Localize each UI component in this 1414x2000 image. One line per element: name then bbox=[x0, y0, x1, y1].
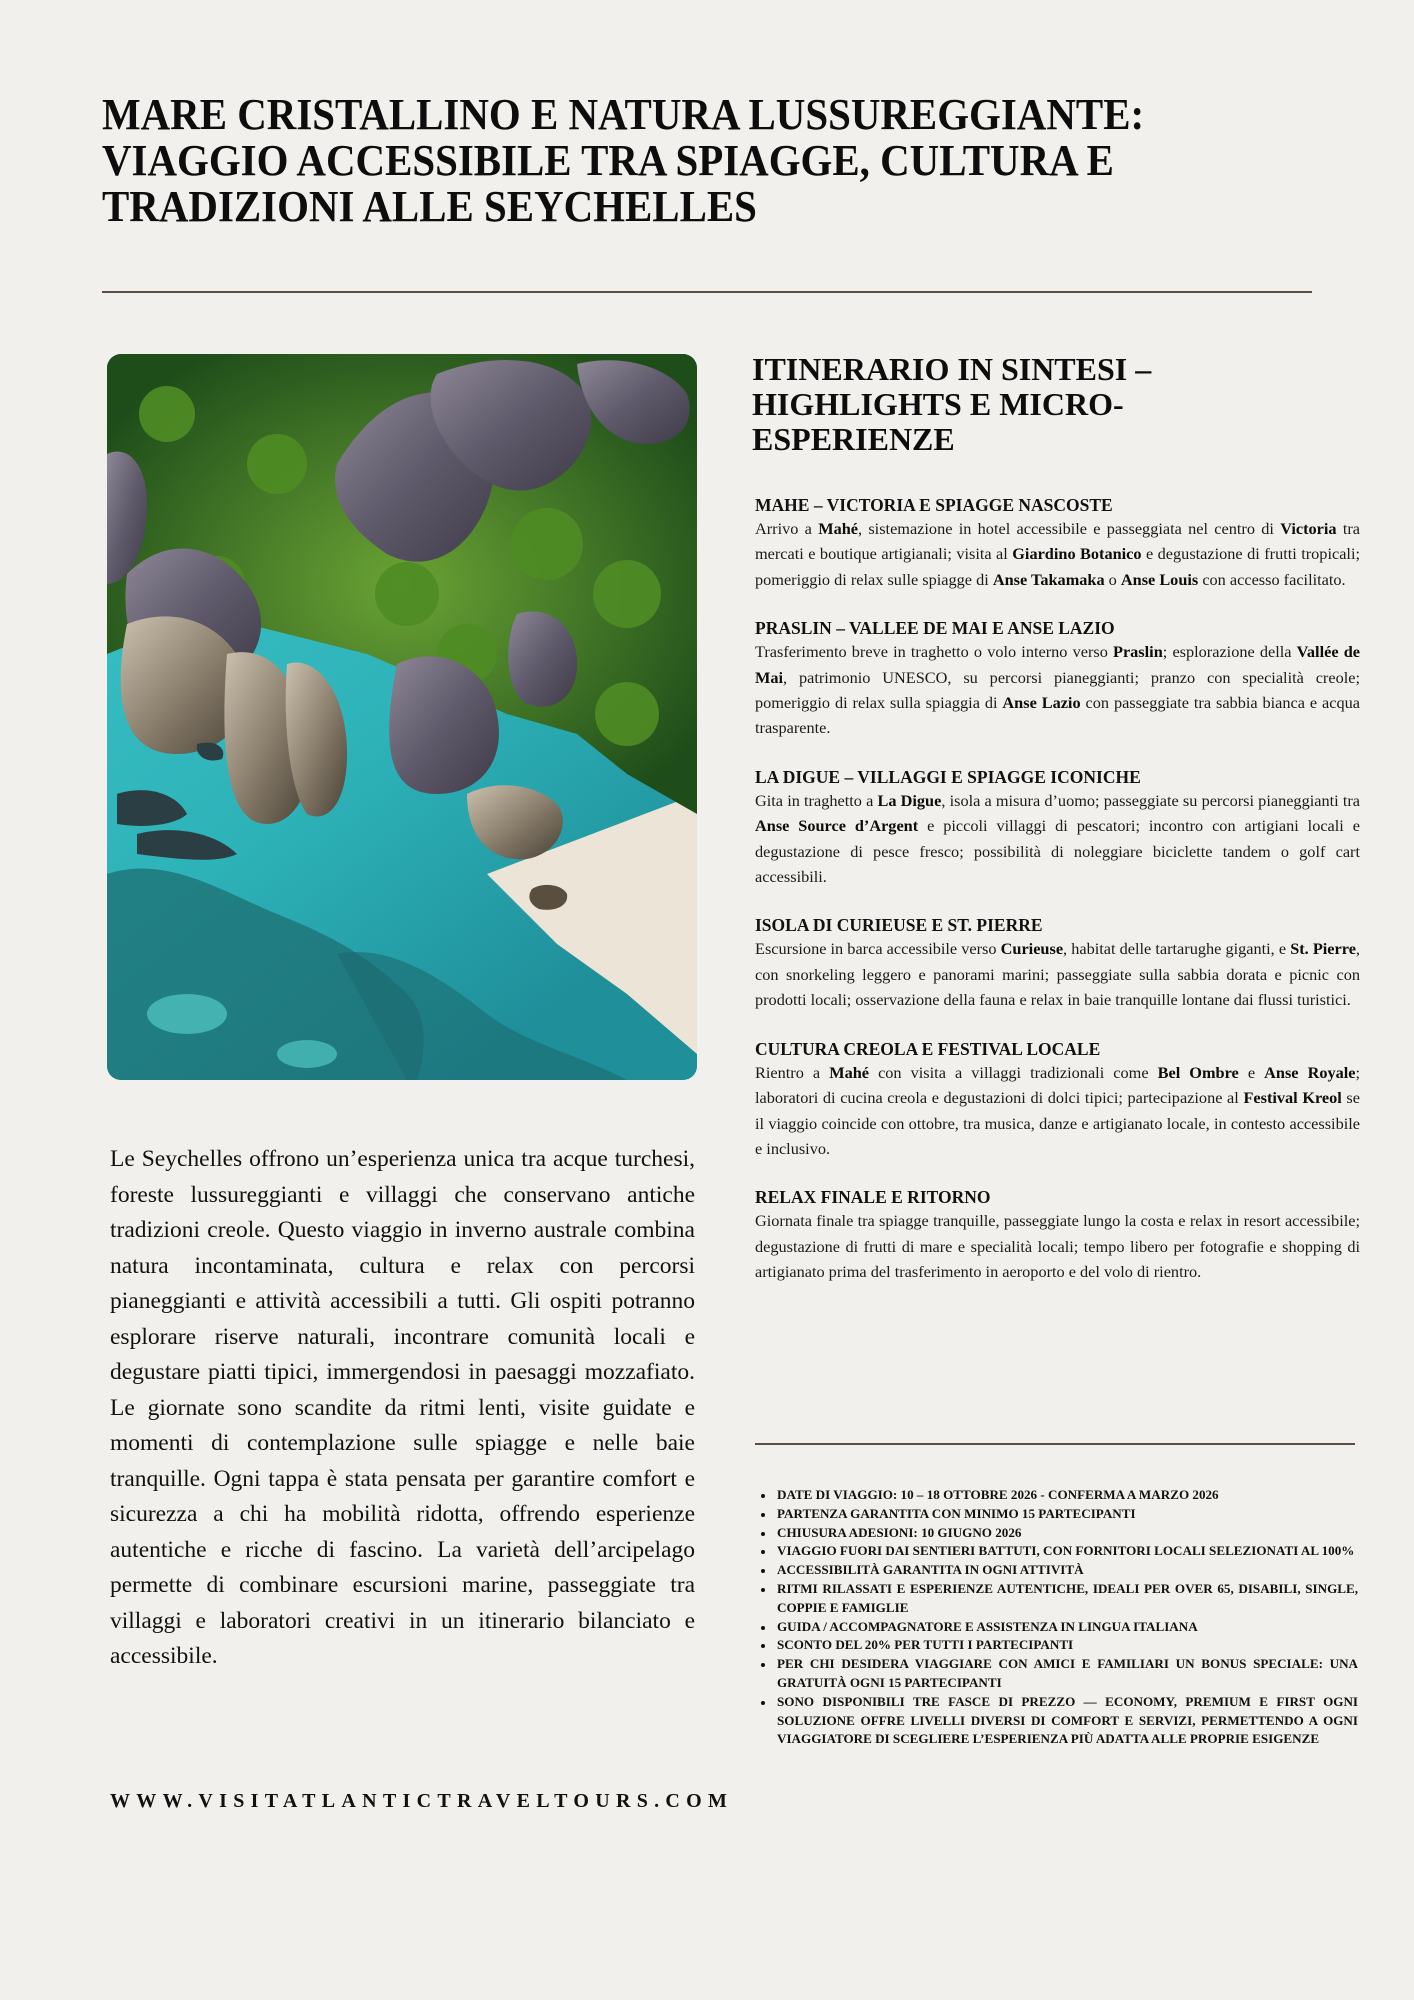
stop-title: LA DIGUE – VILLAGGI E SPIAGGE ICONICHE bbox=[755, 766, 1141, 787]
fact-group-bonus: PER CHI DESIDERA VIAGGIARE CON AMICI E FAMILIARI UN BONUS SPECIALE: UNA GRATUITÀ OGNI 15 PARTECIPANTI bbox=[760, 1655, 1358, 1693]
fact-italian-guide: GUIDA / ACCOMPAGNATORE E ASSISTENZA IN LINGUA ITALIANA bbox=[760, 1618, 1358, 1637]
trip-facts-list bbox=[760, 1486, 1358, 1749]
hero-image bbox=[107, 354, 697, 1080]
stop-description: Arrivo a Mahé, sistemazione in hotel accessibile e passeggiata nel centro di Victoria tra mercati e boutique artigianali; visita al Giardino Botanico e degustazione di frutti tropicali; pomeriggio di relax sulle spiagge di Anse Takamaka o Anse Louis con accesso facilitato. bbox=[755, 519, 1360, 589]
highlight-place: Anse Louis bbox=[1120, 569, 1199, 589]
stop-title: ISOLA DI CURIEUSE E ST. PIERRE bbox=[755, 915, 1043, 936]
highlight-place: Vallée de Mai bbox=[755, 642, 1360, 687]
photo-landscape-icon bbox=[107, 354, 697, 1080]
highlight-place: Praslin bbox=[1113, 642, 1163, 662]
itinerary-stop-mahe bbox=[755, 494, 1360, 592]
highlight-place: Anse Lazio bbox=[1002, 693, 1081, 713]
fact-target-travelers: RITMI RILASSATI E ESPERIENZE AUTENTICHE, IDEALI PER OVER 65, DISABILI, SINGLE, COPPIE E FAMIGLIE bbox=[760, 1580, 1358, 1618]
intro-paragraph: Le Seychelles offrono un’esperienza unica tra acque turchesi, foreste lussureggianti e villaggi che conservano antiche tradizioni creole. Questo viaggio in inverno australe combina natura incontaminata, cultura e relax con percorsi pianeggianti e attività accessibili a tutti. Gli ospiti potranno esplorare riserve naturali, incontrare comunità locali e degustare piatti tipici, immergendosi in paesaggi mozzafiato. Le giornate sono scandite da ritmi lenti, visite guidate e momenti di contemplazione sulle spiagge e nelle baie tranquille. Ogni tappa è stata pensata per garantire comfort e sicurezza a chi ha mobilità ridotta, offrendo esperienze autentiche e ricche di fascino. La varietà dell’arcipelago permette di combinare escursioni marine, passeggiate tra villaggi e laboratori creativi in un itinerario bilanciato e accessibile. bbox=[110, 1146, 695, 1669]
stop-description: Giornata finale tra spiagge tranquille, passeggiate lungo la costa e relax in resort accessibile; degustazione di frutti di mare e specialità locali; tempo libero per fotografie e shopping di artigianato prima del trasferimento in aeroporto e del volo di rientro. bbox=[755, 1211, 1360, 1282]
stop-title: CULTURA CREOLA E FESTIVAL LOCALE bbox=[755, 1038, 1101, 1059]
stop-description: Trasferimento breve in traghetto o volo interno verso Praslin; esplorazione della Vallée de Mai, patrimonio UNESCO, su percorsi pianeggianti; pranzo con specialità creole; pomeriggio di relax sulla spiaggia di Anse Lazio con passeggiate tra sabbia bianca e acqua trasparente. bbox=[755, 642, 1360, 738]
fact-local-suppliers: VIAGGIO FUORI DAI SENTIERI BATTUTI, CON FORNITORI LOCALI SELEZIONATI AL 100% bbox=[760, 1542, 1358, 1561]
website-link[interactable]: WWW.VISITATLANTICTRAVELTOURS.COM bbox=[110, 1790, 734, 1812]
facts-divider bbox=[755, 1443, 1355, 1445]
itinerary-stop-la-digue bbox=[755, 766, 1360, 890]
stop-title: PRASLIN – VALLEE DE MAI E ANSE LAZIO bbox=[755, 618, 1115, 639]
stop-description: Escursione in barca accessibile verso Curieuse, habitat delle tartarughe giganti, e St. Pierre, con snorkeling leggero e panorami marini; passeggiate sulla sabbia dorata e picnic con prodotti locali; osservazione della fauna e relax in baie tranquille lontane dai flussi turistici. bbox=[755, 939, 1360, 1010]
highlight-place: Festival Kreol bbox=[1243, 1088, 1342, 1108]
highlight-place: St. Pierre bbox=[1290, 939, 1356, 959]
header-divider bbox=[102, 291, 1312, 293]
highlight-place: Bel Ombre bbox=[1157, 1062, 1239, 1082]
highlight-place: Curieuse bbox=[1000, 939, 1064, 959]
fact-registration-deadline: CHIUSURA ADESIONI: 10 GIUGNO 2026 bbox=[760, 1524, 1358, 1543]
highlight-place: Mahé bbox=[829, 1062, 869, 1082]
itinerary-list bbox=[755, 494, 1360, 1310]
itinerary-stop-cultura-creola bbox=[755, 1038, 1360, 1162]
highlight-place: Anse Source d’Argent bbox=[755, 816, 919, 836]
fact-accessibility: ACCESSIBILITÀ GARANTITA IN OGNI ATTIVITÀ bbox=[760, 1561, 1358, 1580]
itinerary-stop-praslin bbox=[755, 617, 1360, 741]
itinerary-title: ITINERARIO IN SINTESI – HIGHLIGHTS E MICRO-ESPERIENZE bbox=[752, 351, 1152, 457]
fact-guaranteed-departure: PARTENZA GARANTITA CON MINIMO 15 PARTECIPANTI bbox=[760, 1505, 1358, 1524]
itinerary-stop-curieuse bbox=[755, 914, 1360, 1012]
stop-title: RELAX FINALE E RITORNO bbox=[755, 1187, 991, 1208]
fact-travel-dates: DATE DI VIAGGIO: 10 – 18 OTTOBRE 2026 - CONFERMA A MARZO 2026 bbox=[760, 1486, 1358, 1505]
page-title: MARE CRISTALLINO E NATURA LUSSUREGGIANTE: VIAGGIO ACCESSIBILE TRA SPIAGGE, CULTURA E TRADIZIONI ALLE SEYCHELLES bbox=[102, 90, 1145, 231]
highlight-place: La Digue bbox=[877, 790, 942, 810]
stop-description: Gita in traghetto a La Digue, isola a misura d’uomo; passeggiate su percorsi pianeggianti tra Anse Source d’Argent e piccoli villaggi di pescatori; incontro con artigiani locali e degustazione di pesce fresco; possibilità di noleggiare biciclette tandem o golf cart accessibili. bbox=[755, 790, 1360, 887]
stop-title: MAHE – VICTORIA E SPIAGGE NASCOSTE bbox=[755, 495, 1113, 515]
fact-discount: SCONTO DEL 20% PER TUTTI I PARTECIPANTI bbox=[760, 1636, 1358, 1655]
highlight-place: Mahé bbox=[818, 519, 858, 538]
highlight-place: Anse Royale bbox=[1264, 1062, 1356, 1082]
highlight-place: Victoria bbox=[1280, 519, 1337, 538]
itinerary-stop-relax-finale bbox=[755, 1186, 1360, 1284]
stop-description: Rientro a Mahé con visita a villaggi tradizionali come Bel Ombre e Anse Royale; laboratori di cucina creola e degustazioni di dolci tipici; partecipazione al Festival Kreol se il viaggio coincide con ottobre, tra musica, danze e artigianato locale, in contesto accessibile e inclusivo. bbox=[755, 1062, 1361, 1158]
highlight-place: Giardino Botanico bbox=[1012, 544, 1142, 564]
fact-price-tiers: SONO DISPONIBILI TRE FASCE DI PREZZO — ECONOMY, PREMIUM E FIRST OGNI SOLUZIONE OFFRE LIVELLI DIVERSI DI COMFORT E SERVIZI, PERMETTENDO A OGNI VIAGGIATORE DI SCEGLIERE L’ESPERIENZA PIÙ ADATTA ALLE PROPRIE ESIGENZE bbox=[760, 1693, 1358, 1749]
highlight-place: Anse Takamaka bbox=[992, 569, 1105, 589]
